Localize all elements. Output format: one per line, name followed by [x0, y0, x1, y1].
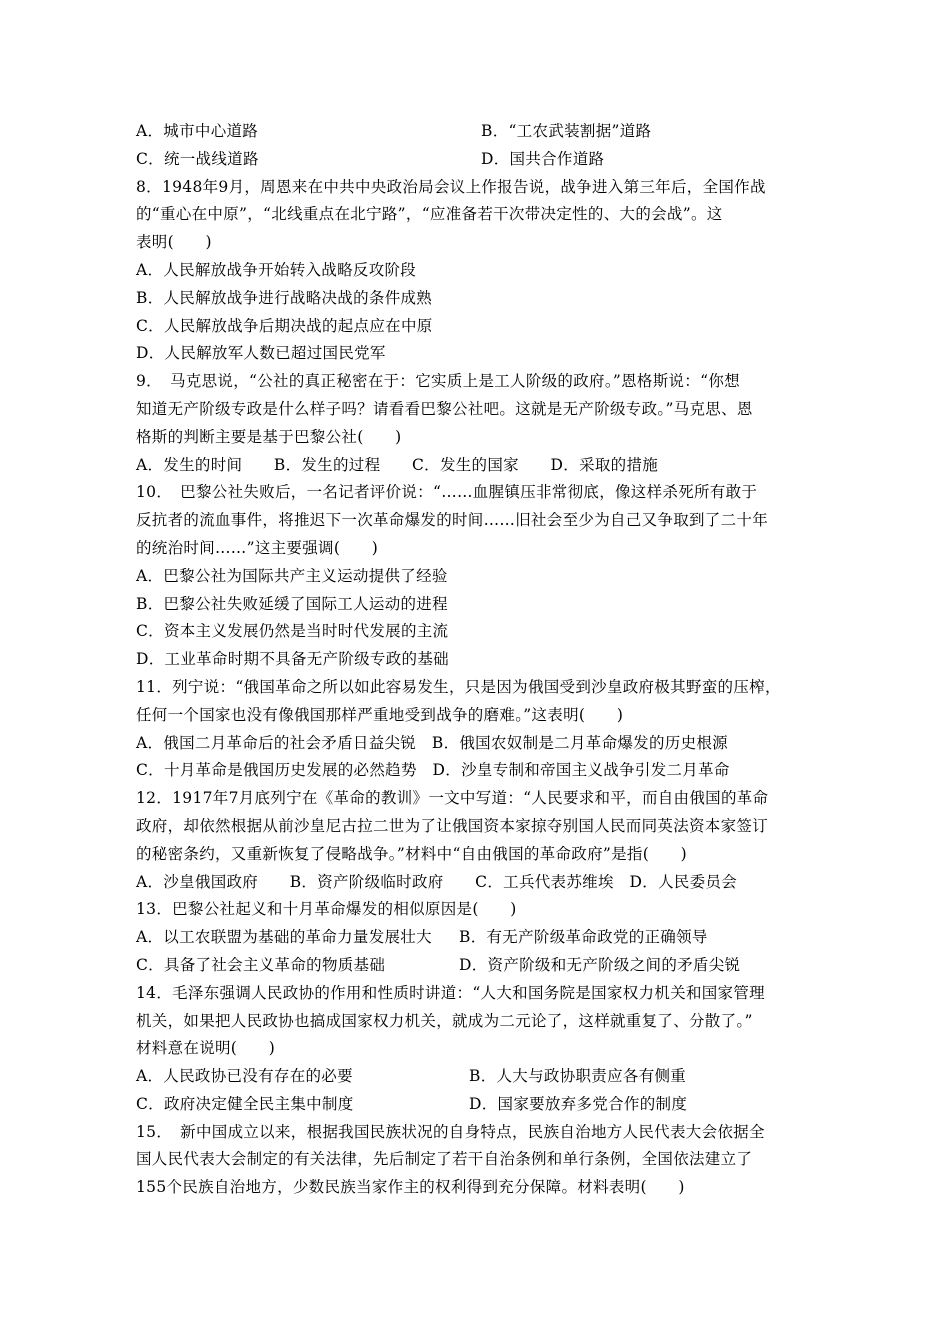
q7-option-c: C．统一战线道路 — [136, 149, 259, 168]
q9-stem-line: 知道无产阶级专政是什么样子吗？请看看巴黎公社吧。这就是无产阶级专政。”马克思、恩 — [136, 399, 753, 418]
q14-stem-line: 材料意在说明( ) — [136, 1039, 276, 1058]
q8-stem-line: 的“重心在中原”，“北线重点在北宁路”，“应准备若干次带决定性的、大的会战”。这 — [136, 205, 723, 224]
q8-option-d: D．人民解放军人数已超过国民党军 — [136, 344, 386, 363]
q11-stem-line: 任何一个国家也没有像俄国那样严重地受到战争的磨难。”这表明( ) — [136, 705, 624, 724]
q12-stem-line: 的秘密条约，又重新恢复了侵略战争。”材料中“自由俄国的革命政府”是指( ) — [136, 844, 688, 863]
q14-option-b: B．人大与政协职责应各有侧重 — [469, 1067, 687, 1086]
q14-stem-line: 14．毛泽东强调人民政协的作用和性质时讲道：“人大和国务院是国家权力机关和国家管理 — [136, 983, 765, 1002]
q7-option-d: D．国共合作道路 — [481, 149, 605, 168]
q15-stem-line: 国人民代表大会制定的有关法律，先后制定了若干自治条例和单行条例，全国依法建立了 — [136, 1150, 753, 1169]
q10-stem-line: 10． 巴黎公社失败后，一名记者评价说：“……血腥镇压非常彻底，像这样杀死所有敢于 — [136, 483, 758, 502]
q12-stem-line: 政府，却依然根据从前沙皇尼古拉二世为了让俄国资本家掠夺别国人民而同英法资本家签订 — [136, 816, 769, 835]
q9-options: A．发生的时间 B．发生的过程 C．发生的国家 D．采取的措施 — [136, 455, 659, 474]
q14-options-row-2 — [136, 1091, 826, 1119]
q13-option-a: A．以工农联盟为基础的革命力量发展壮大 — [136, 928, 432, 947]
q15-stem-line: 155个民族自治地方，少数民族当家作主的权利得到充分保障。材料表明( ) — [136, 1178, 685, 1197]
q12-options: A．沙皇俄国政府 B．资产阶级临时政府 C．工兵代表苏维埃 D．人民委员会 — [136, 872, 738, 891]
q13-stem: 13．巴黎公社起义和十月革命爆发的相似原因是( ) — [136, 900, 517, 919]
q14-options-row-1 — [136, 1063, 826, 1091]
q7-options-row-1 — [136, 118, 826, 146]
q8-stem-line: 表明( ) — [136, 233, 212, 252]
q7-option-b: B．“工农武装割据”道路 — [481, 122, 652, 140]
q11-options-cd: C．十月革命是俄国历史发展的必然趋势 D．沙皇专制和帝国主义战争引发二月革命 — [136, 761, 730, 780]
q10-option-b: B．巴黎公社失败延缓了国际工人运动的进程 — [136, 594, 448, 613]
q10-option-d: D．工业革命时期不具备无产阶级专政的基础 — [136, 650, 449, 669]
q11-options-ab: A．俄国二月革命后的社会矛盾日益尖锐 B．俄国农奴制是二月革命爆发的历史根源 — [136, 733, 728, 752]
q8-stem-line: 8．1948年9月，周恩来在中共中央政治局会议上作报告说，战争进入第三年后，全国作战 — [136, 177, 766, 196]
question-content — [136, 118, 826, 1202]
q14-option-a: A．人民政协已没有存在的必要 — [136, 1067, 353, 1086]
q10-option-a: A．巴黎公社为国际共产主义运动提供了经验 — [136, 566, 448, 585]
q13-option-b: B．有无产阶级革命政党的正确领导 — [459, 928, 708, 947]
q10-stem-line: 反抗者的流血事件，将推迟下一次革命爆发的时间……旧社会至少为自己又争取到了二十年 — [136, 511, 769, 530]
q8-option-a: A．人民解放战争开始转入战略反攻阶段 — [136, 260, 417, 279]
q14-option-d: D．国家要放弃多党合作的制度 — [469, 1094, 688, 1113]
q7-options-row-2 — [136, 146, 826, 174]
q9-stem-line: 9． 马克思说，“公社的真正秘密在于：它实质上是工人阶级的政府。”恩格斯说：“你想 — [136, 372, 740, 391]
q11-stem-line: 11．列宁说：“俄国革命之所以如此容易发生，只是因为俄国受到沙皇政府极其野蛮的压榨， — [136, 677, 781, 696]
q15-stem-line: 15． 新中国成立以来，根据我国民族状况的自身特点，民族自治地方人民代表大会依据全 — [136, 1122, 765, 1141]
q13-option-c: C．具备了社会主义革命的物质基础 — [136, 955, 386, 974]
q8-option-c: C．人民解放战争后期决战的起点应在中原 — [136, 316, 433, 335]
q7-option-a: A．城市中心道路 — [136, 122, 259, 140]
q8-option-b: B．人民解放战争进行战略决战的条件成熟 — [136, 288, 433, 307]
q13-options-row-2 — [136, 952, 826, 980]
q13-options-row-1 — [136, 924, 826, 952]
q13-option-d: D．资产阶级和无产阶级之间的矛盾尖锐 — [459, 955, 741, 974]
q9-stem-line: 格斯的判断主要是基于巴黎公社( ) — [136, 427, 402, 446]
q10-stem-line: 的统治时间……”这主要强调( ) — [136, 538, 379, 557]
q14-stem-line: 机关，如果把人民政协也搞成国家权力机关，就成为二元论了，这样就重复了、分散了。” — [136, 1011, 753, 1030]
q14-option-c: C．政府决定健全民主集中制度 — [136, 1094, 354, 1113]
q12-stem-line: 12．1917年7月底列宁在《革命的教训》一文中写道：“人民要求和平，而自由俄国的革命 — [136, 789, 769, 808]
q10-option-c: C．资本主义发展仍然是当时时代发展的主流 — [136, 622, 449, 641]
